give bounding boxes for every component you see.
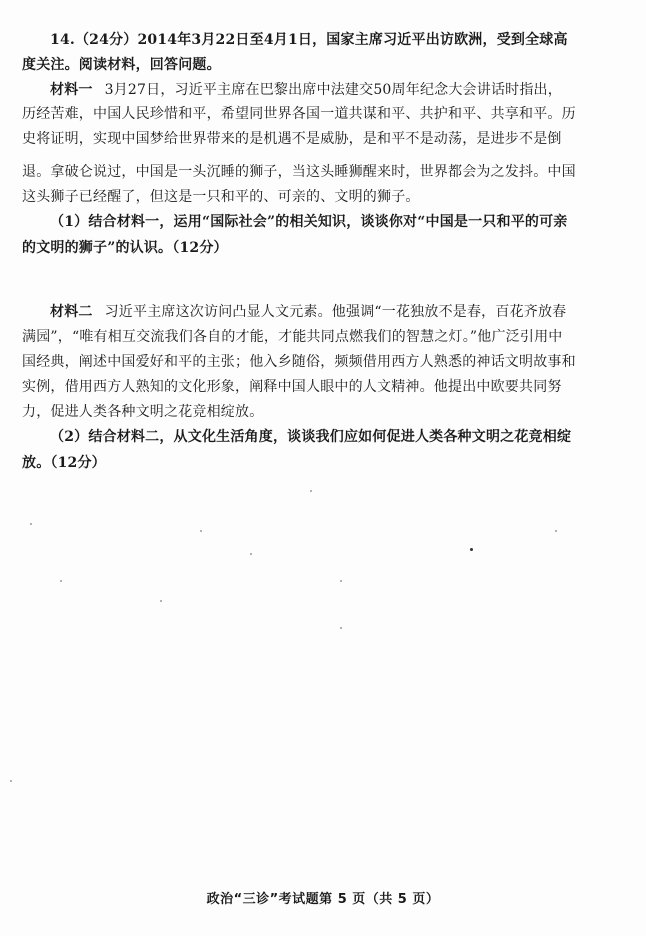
material-2-text: 习近平主席这次访问凸显人文元素。他强调“一花独放不是春，百花齐放春 bbox=[104, 304, 567, 320]
sub-question-2: （2）结合材料二，从文化生活角度，谈谈我们应如何促进人类各种文明之花竞相绽 bbox=[50, 429, 572, 445]
material-1-text: 3月27日，习近平主席在巴黎出席中法建交50周年纪念大会讲话时指出， bbox=[104, 82, 562, 98]
material-2-line: 实例，借用西方人熟知的文化形象，阐释中国人眼中的人文精神。他提出中欧要共同努 bbox=[22, 379, 562, 395]
material-1-line: 这头狮子已经醒了，但这是一只和平的、可亲的、文明的狮子。 bbox=[22, 189, 420, 205]
material-2-first-line bbox=[50, 302, 607, 322]
scan-speck bbox=[200, 530, 202, 532]
material-1-line: 退。拿破仑说过，中国是一头沉睡的狮子，当这头睡狮醒来时，世界都会为之发抖。中国 bbox=[22, 164, 576, 180]
material-1-label: 材料一 bbox=[50, 82, 93, 98]
scan-speck bbox=[160, 600, 162, 602]
scan-speck bbox=[10, 780, 12, 782]
scan-speck bbox=[555, 530, 557, 532]
material-1-line: 史将证明，实现中国梦给世界带来的是机遇不是威胁，是和平不是动荡，是进步不是倒 bbox=[22, 131, 562, 147]
page-footer: 政治“三诊”考试题第 5 页（共 5 页） bbox=[206, 892, 440, 907]
scan-speck bbox=[310, 490, 312, 492]
scan-speck bbox=[340, 627, 342, 629]
material-2-line: 力，促进人类各种文明之花竞相绽放。 bbox=[22, 404, 264, 420]
scan-speck bbox=[250, 553, 252, 555]
material-1-first-line bbox=[50, 80, 607, 100]
scan-speck bbox=[470, 548, 473, 551]
sub-question-1: （1）结合材料一，运用“国际社会”的相关知识，谈谈你对“中国是一只和平的可亲 bbox=[50, 214, 568, 230]
material-2-line: 国经典，阐述中国爱好和平的主张；他入乡随俗，频频借用西方人熟悉的神话文明故事和 bbox=[22, 354, 576, 370]
scan-speck bbox=[30, 523, 32, 525]
question-14-header: 14.（24分）2014年3月22日至4月1日，国家主席习近平出访欧洲，受到全球高 bbox=[50, 32, 568, 48]
scan-speck bbox=[60, 580, 62, 582]
material-2-line: 满园”，“唯有相互交流我们各自的才能，才能共同点燃我们的智慧之灯。”他广泛引用中 bbox=[22, 329, 563, 345]
sub-question-2-cont: 放。（12分） bbox=[22, 455, 106, 471]
sub-question-1-cont: 的文明的狮子”的认识。（12分） bbox=[22, 240, 228, 256]
question-14-intro: 度关注。阅读材料，回答问题。 bbox=[22, 57, 221, 73]
material-2-label: 材料二 bbox=[50, 304, 93, 320]
material-1-line: 历经苦难，中国人民珍惜和平，希望同世界各国一道共谋和平、共护和平、共享和平。历 bbox=[22, 106, 576, 122]
scan-speck bbox=[340, 580, 342, 582]
